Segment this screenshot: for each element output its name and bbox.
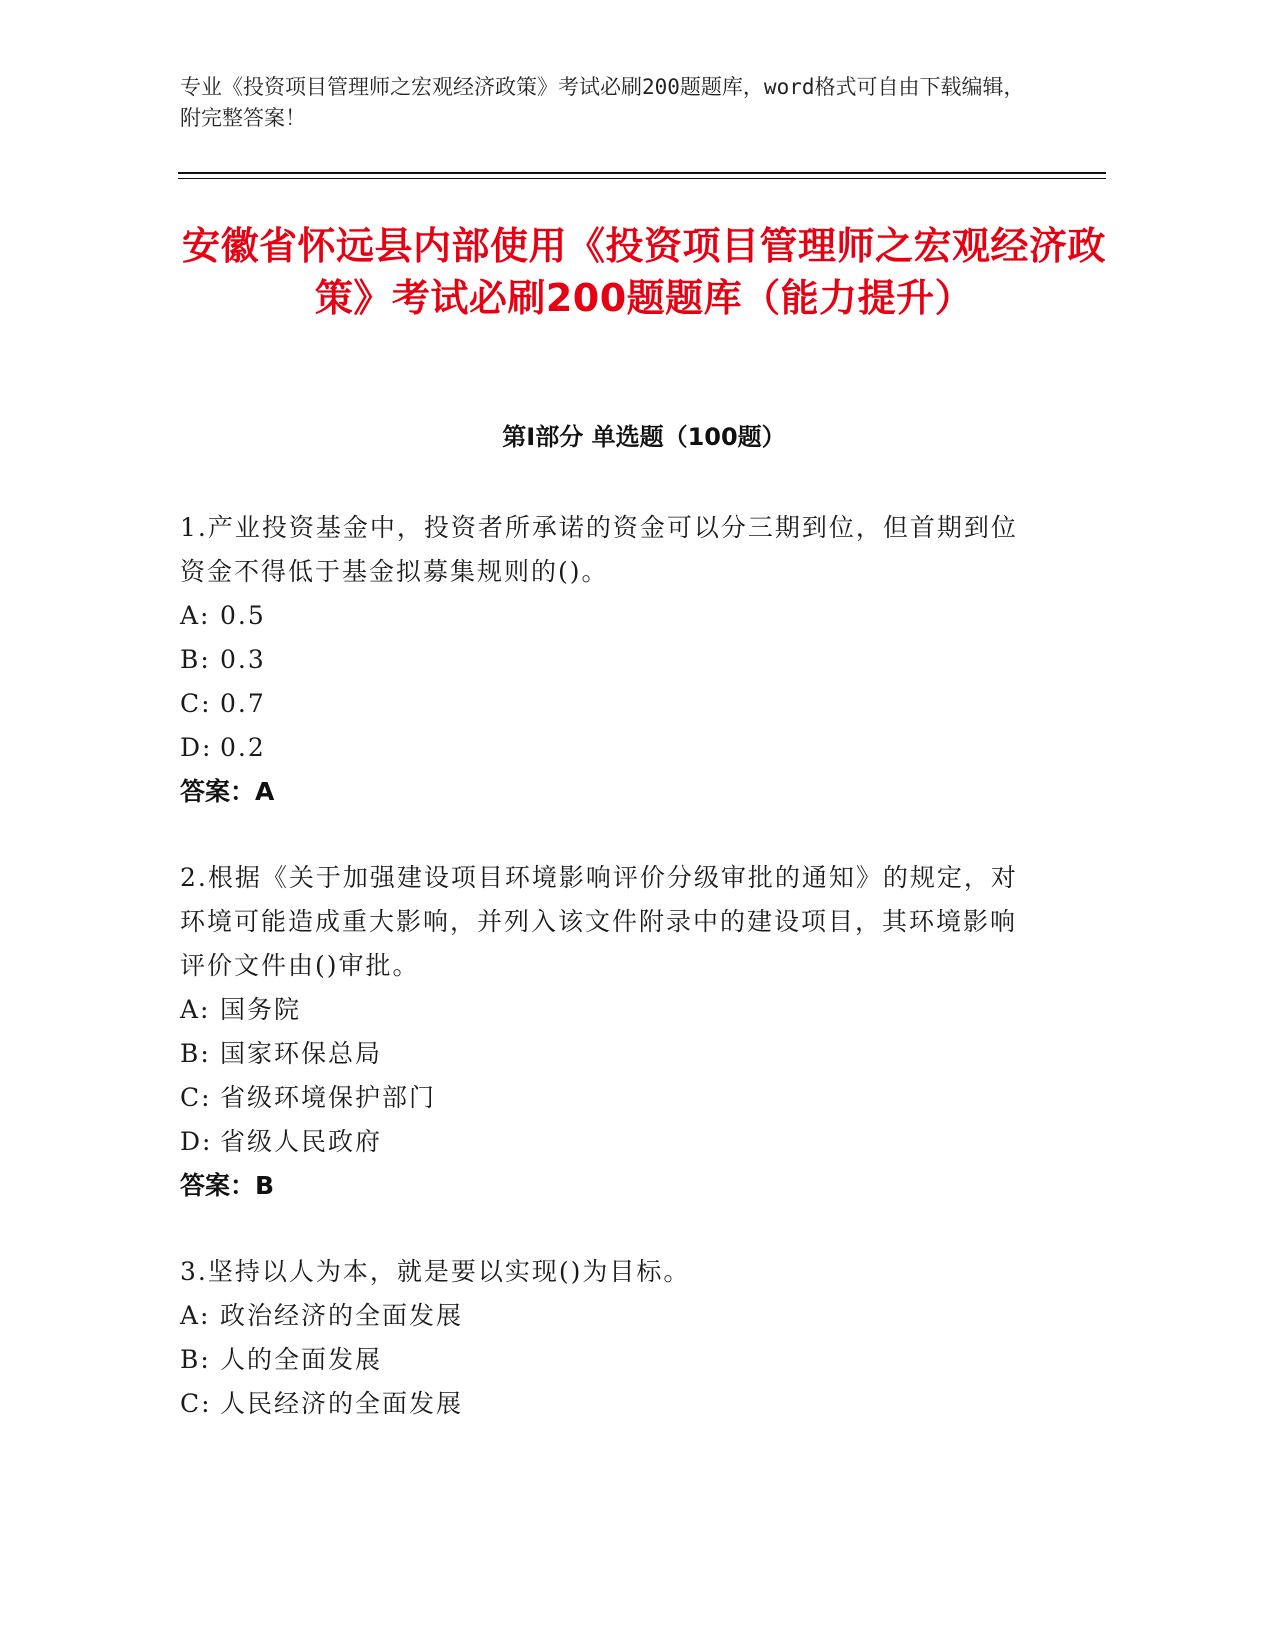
option-key: C: bbox=[180, 1083, 212, 1112]
option-key: B: bbox=[180, 645, 211, 674]
question-stem: 2.根据《关于加强建设项目环境影响评价分级审批的通知》的规定，对环境可能造成重大影响，并列入该文件附录中的建设项目，其环境影响评价文件由()审批。 bbox=[180, 863, 1018, 980]
option-text: 0.2 bbox=[220, 733, 266, 762]
option-text: 国务院 bbox=[220, 995, 302, 1024]
option-key: D: bbox=[180, 733, 213, 762]
option-key: A: bbox=[180, 601, 211, 630]
option-b bbox=[180, 1032, 1020, 1076]
option-key: A: bbox=[180, 995, 211, 1024]
option-c bbox=[180, 1076, 1020, 1120]
question-stem: 1.产业投资基金中，投资者所承诺的资金可以分三期到位，但首期到位资金不得低于基金拟募集规则的()。 bbox=[180, 513, 1018, 586]
question-2 bbox=[180, 856, 1020, 1208]
option-text: 0.7 bbox=[220, 689, 266, 718]
question-answer: 答案：B bbox=[180, 1171, 275, 1200]
option-a bbox=[180, 594, 1020, 638]
option-text: 政治经济的全面发展 bbox=[220, 1301, 464, 1330]
option-a bbox=[180, 988, 1020, 1032]
header-divider-thin bbox=[178, 178, 1106, 179]
section-title: 第I部分 单选题（100题） bbox=[502, 423, 786, 451]
option-key: B: bbox=[180, 1345, 211, 1374]
question-list bbox=[180, 506, 1020, 1468]
document-title: 安徽省怀远县内部使用《投资项目管理师之宏观经济政策》考试必刷200题题库（能力提升） bbox=[181, 224, 1106, 320]
option-text: 省级人民政府 bbox=[220, 1127, 383, 1156]
option-text: 人的全面发展 bbox=[220, 1345, 383, 1374]
option-b bbox=[180, 1338, 1020, 1382]
option-c bbox=[180, 1382, 1020, 1426]
option-key: B: bbox=[180, 1039, 211, 1068]
option-a bbox=[180, 1294, 1020, 1338]
header-divider-thick bbox=[178, 172, 1106, 174]
option-key: D: bbox=[180, 1127, 213, 1156]
question-1 bbox=[180, 506, 1020, 814]
option-key: C: bbox=[180, 1389, 212, 1418]
option-key: C: bbox=[180, 689, 212, 718]
option-c bbox=[180, 682, 1020, 726]
option-text: 0.3 bbox=[220, 645, 266, 674]
question-3 bbox=[180, 1250, 1020, 1426]
option-text: 国家环保总局 bbox=[220, 1039, 383, 1068]
option-text: 0.5 bbox=[220, 601, 266, 630]
question-stem: 3.坚持以人为本，就是要以实现()为目标。 bbox=[180, 1257, 691, 1286]
option-d bbox=[180, 1120, 1020, 1164]
header-note: 专业《投资项目管理师之宏观经济政策》考试必刷200题题库，word格式可自由下载编辑，附完整答案！ bbox=[180, 75, 1025, 130]
option-text: 人民经济的全面发展 bbox=[220, 1389, 464, 1418]
option-b bbox=[180, 638, 1020, 682]
option-d bbox=[180, 726, 1020, 770]
question-answer: 答案：A bbox=[180, 777, 275, 806]
option-key: A: bbox=[180, 1301, 211, 1330]
option-text: 省级环境保护部门 bbox=[220, 1083, 437, 1112]
